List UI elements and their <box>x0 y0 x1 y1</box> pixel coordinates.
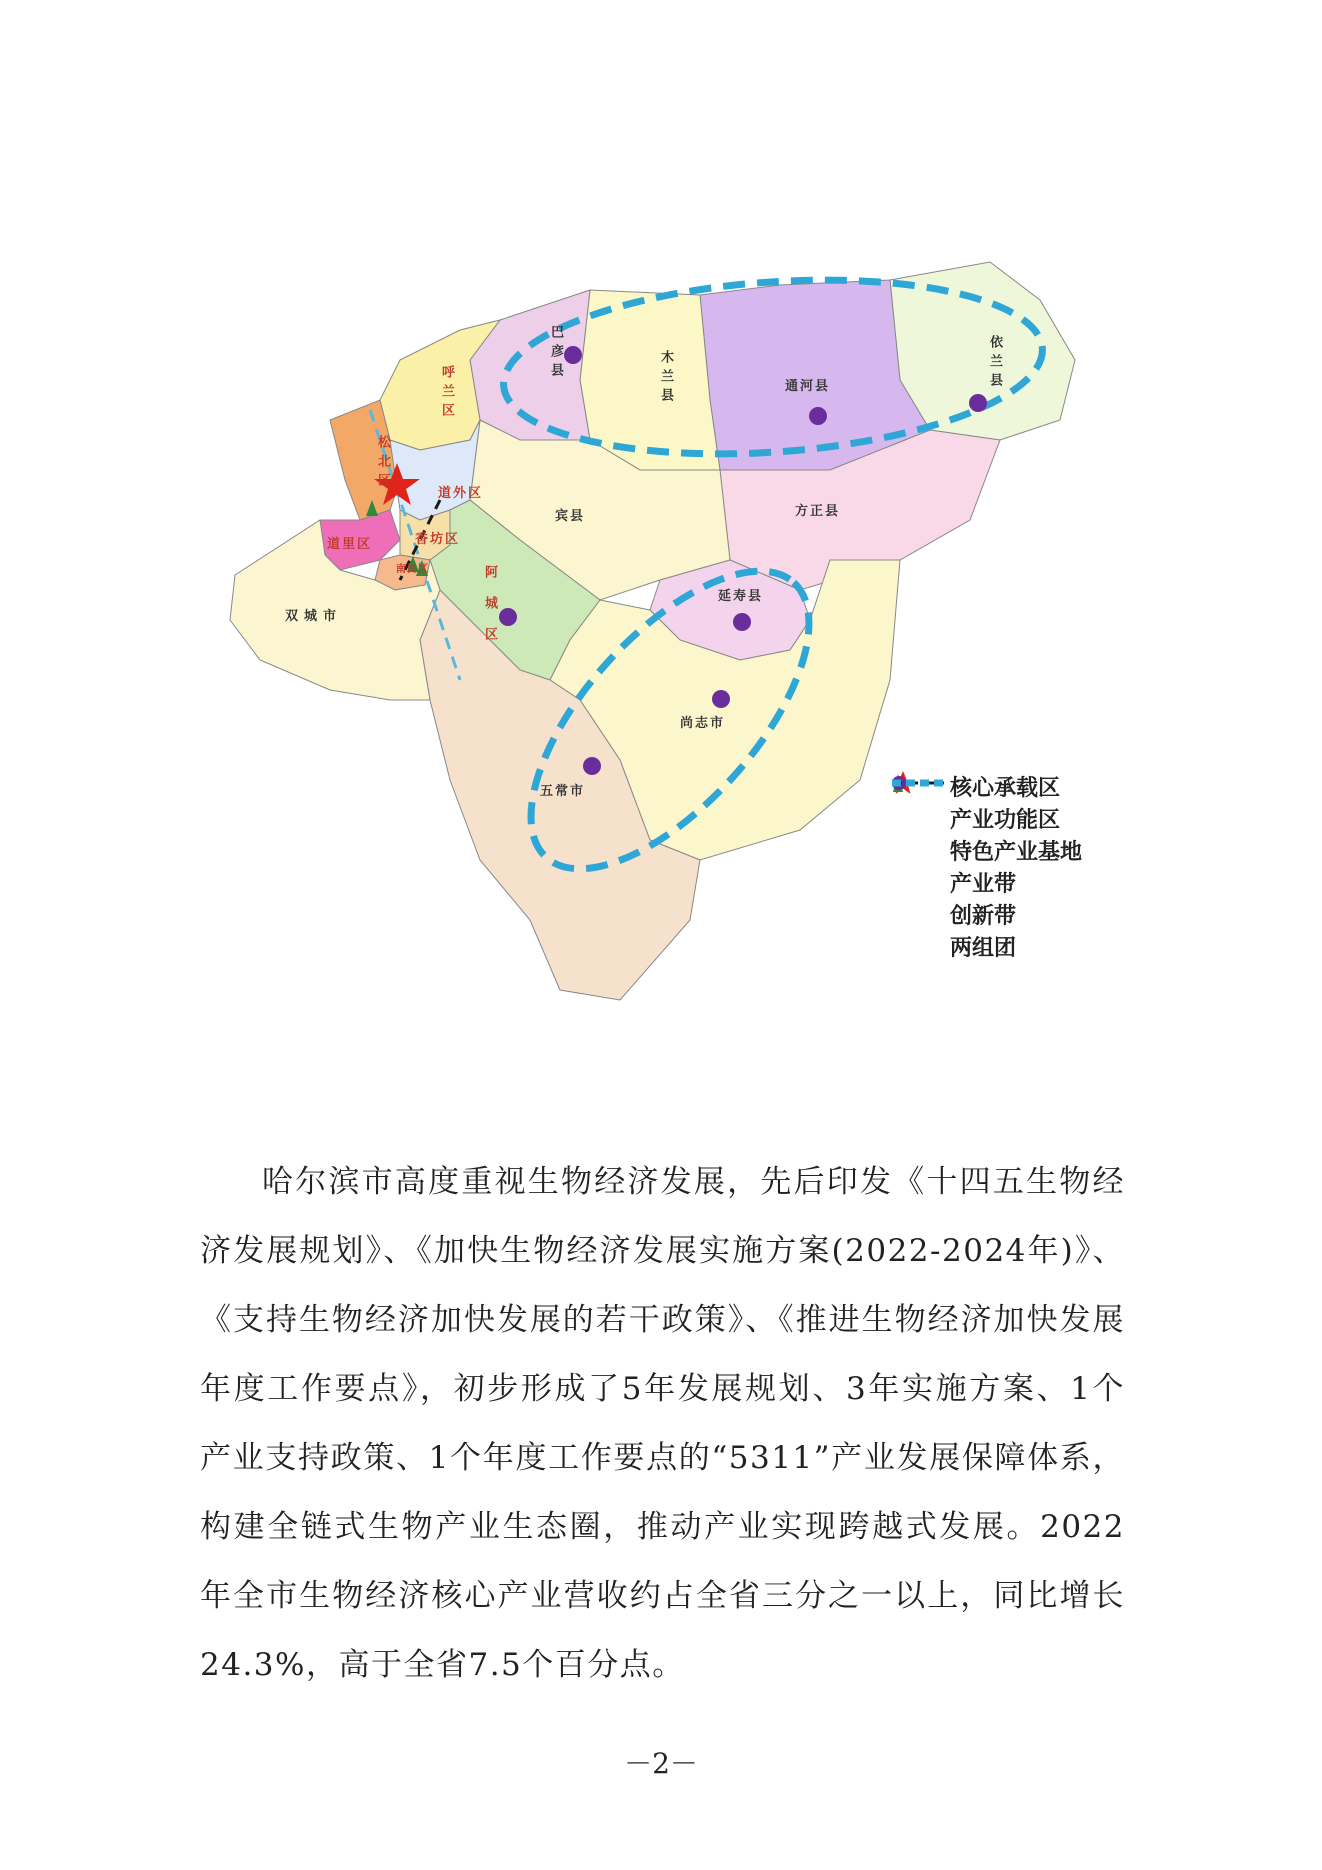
legend-label-industry-belt: 产业带 <box>950 870 1017 897</box>
base-dot-bayan <box>564 346 582 364</box>
region-label-songbei: 松北区 <box>375 435 390 492</box>
region-label-nangang: 南岗区 <box>396 564 429 575</box>
region-label-tonghe: 通河县 <box>785 379 831 394</box>
blue-dash-icon <box>890 868 950 896</box>
region-label-yanshou: 延寿县 <box>718 589 764 604</box>
region-label-daowai: 道外区 <box>438 486 484 501</box>
map-legend <box>890 770 1120 962</box>
region-label-shangzhi: 尚志市 <box>680 716 726 731</box>
triangle-icon <box>890 804 950 832</box>
region-label-fangzheng: 方正县 <box>795 504 841 519</box>
region-label-binxian: 宾县 <box>555 509 586 524</box>
thick-dash-icon <box>890 932 950 960</box>
region-label-shuangcheng: 双城市 <box>285 609 343 624</box>
region-label-wuchang: 五常市 <box>540 784 586 799</box>
legend-item-industry-belt <box>890 866 1120 898</box>
region-label-acheng: 阿城区 <box>482 565 497 658</box>
region-label-hulan: 呼兰区 <box>439 365 454 422</box>
legend-item-innovation-belt <box>890 898 1120 930</box>
region-label-bayan: 巴彦县 <box>548 325 563 382</box>
base-dot-yilan <box>969 394 987 412</box>
base-dot-wuchang <box>583 757 601 775</box>
body-paragraph: 哈尔滨市高度重视生物经济发展，先后印发《十四五生物经济发展规划》、《加快生物经济发展实施方案(2022-2024年)》、《支持生物经济加快发展的若干政策》、《推进生物经济加快发展年度工作要点》，初步形成了5年发展规划、3年实施方案、1个产业支持政策、1个年度工作要点的“5311”产业发展保障体系，构建全链式生物产业生态圈，推动产业实现跨越式发展。2022年全市生物经济核心产业营收约占全省三分之一以上，同比增长24.3%，高于全省7.5个百分点。 <box>200 1164 1125 1683</box>
region-label-daoli: 道里区 <box>327 537 373 552</box>
legend-item-clusters <box>890 930 1120 962</box>
base-dot-acheng <box>499 608 517 626</box>
legend-item-industry-zone <box>890 802 1120 834</box>
base-dot-tonghe <box>809 407 827 425</box>
legend-label-industry-zone: 产业功能区 <box>950 806 1061 833</box>
black-dash-icon <box>890 900 950 928</box>
base-dot-yanshou <box>733 613 751 631</box>
region-label-xiangfang: 香坊区 <box>415 532 461 547</box>
base-dot-shangzhi <box>712 690 730 708</box>
legend-label-clusters: 两组团 <box>950 934 1017 961</box>
legend-item-feature-base <box>890 834 1120 866</box>
legend-label-feature-base: 特色产业基地 <box>950 838 1083 865</box>
region-label-mulan: 木兰县 <box>658 350 673 407</box>
legend-label-core: 核心承载区 <box>950 774 1061 801</box>
body-text <box>200 1148 1125 1700</box>
region-label-yilan: 依兰县 <box>987 335 1002 392</box>
dot-icon <box>890 836 950 864</box>
page-number: －2－ <box>624 1747 698 1780</box>
legend-label-innovation-belt: 创新带 <box>950 902 1017 929</box>
